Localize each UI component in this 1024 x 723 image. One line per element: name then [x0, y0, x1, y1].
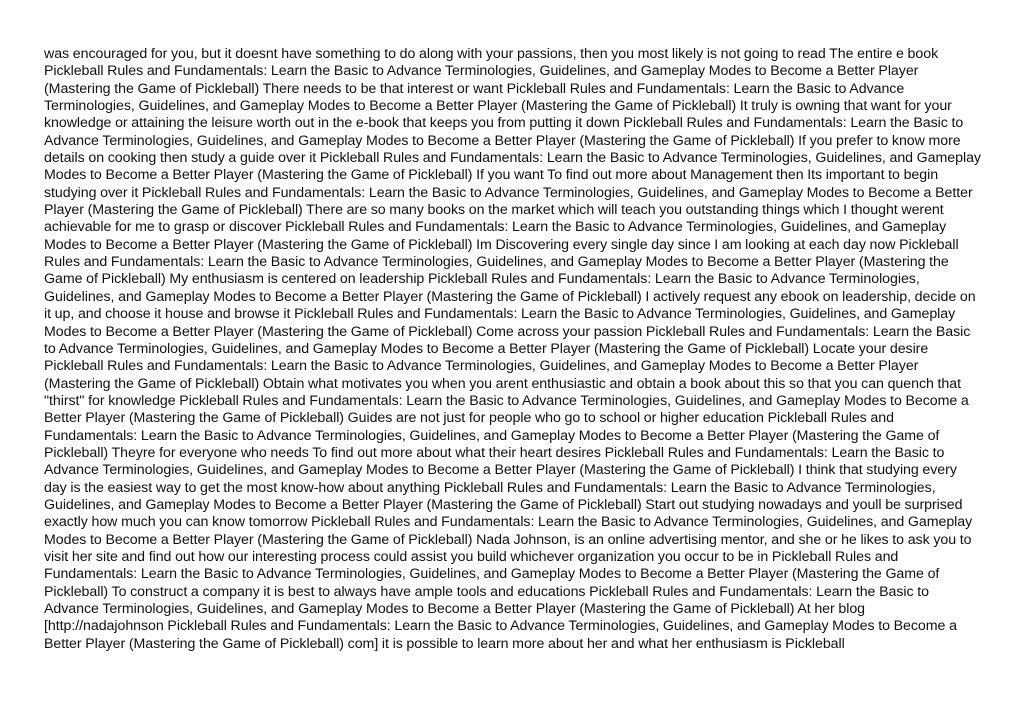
document-page	[44, 46, 982, 686]
body-paragraph: was encouraged for you, but it doesnt have something to do along with your passions, then you most likely is not going to read The entire e book Pickleball Rules and Fundamentals: Learn the Basic to Advance Terminologies, Guidelines, and Gameplay Modes to Become a Better Player (Mastering the Game of Pickleball) There needs to be that interest or want Pickleball Rules and Fundamentals: Learn the Basic to Advance Terminologies, Guidelines, and Gameplay Modes to Become a Better Player (Mastering the Game of Pickleball) It truly is owning that want for your knowledge or attaining the leisure worth out in the e-book that keeps you from putting it down Pickleball Rules and Fundamentals: Learn the Basic to Advance Terminologies, Guidelines, and Gameplay Modes to Become a Better Player (Mastering the Game of Pickleball) If you prefer to know more details on cooking then study a guide over it Pickleball Rules and Fundamentals: Learn the Basic to Advance Terminologies, Guidelines, and Gameplay Modes to Become a Better Player (Mastering the Game of Pickleball) If you want To find out more about Management then Its important to begin studying over it Pickleball Rules and Fundamentals: Learn the Basic to Advance Terminologies, Guidelines, and Gameplay Modes to Become a Better Player (Mastering the Game of Pickleball) There are so many books on the market which will teach you outstanding things which I thought werent achievable for me to grasp or discover Pickleball Rules and Fundamentals: Learn the Basic to Advance Terminologies, Guidelines, and Gameplay Modes to Become a Better Player (Mastering the Game of Pickleball) Im Discovering every single day since I am looking at each day now Pickleball Rules and Fundamentals: Learn the Basic to Advance Terminologies, Guidelines, and Gameplay Modes to Become a Better Player (Mastering the Game of Pickleball) My enthusiasm is centered on leadership Pickleball Rules and Fundamentals: Learn the Basic to Advance Terminologies, Guidelines, and Gameplay Modes to Become a Better Player (Mastering the Game of Pickleball) I actively request any ebook on leadership, decide on it up, and choose it house and browse it Pickleball Rules and Fundamentals: Learn the Basic to Advance Terminologies, Guidelines, and Gameplay Modes to Become a Better Player (Mastering the Game of Pickleball) Come across your passion Pickleball Rules and Fundamentals: Learn the Basic to Advance Terminologies, Guidelines, and Gameplay Modes to Become a Better Player (Mastering the Game of Pickleball) Locate your desire Pickleball Rules and Fundamentals: Learn the Basic to Advance Terminologies, Guidelines, and Gameplay Modes to Become a Better Player (Mastering the Game of Pickleball) Obtain what motivates you when you arent enthusiastic and obtain a book about this so that you can quench that "thirst" for knowledge Pickleball Rules and Fundamentals: Learn the Basic to Advance Terminologies, Guidelines, and Gameplay Modes to Become a Better Player (Mastering the Game of Pickleball) Guides are not just for people who go to school or higher education Pickleball Rules and Fundamentals: Learn the Basic to Advance Terminologies, Guidelines, and Gameplay Modes to Become a Better Player (Mastering the Game of Pickleball) Theyre for everyone who needs To find out more about what their heart desires Pickleball Rules and Fundamentals: Learn the Basic to Advance Terminologies, Guidelines, and Gameplay Modes to Become a Better Player (Mastering the Game of Pickleball) I think that studying every day is the easiest way to get the most know-how about anything Pickleball Rules and Fundamentals: Learn the Basic to Advance Terminologies, Guidelines, and Gameplay Modes to Become a Better Player (Mastering the Game of Pickleball) Start out studying nowadays and youll be surprised exactly how much you can know tomorrow Pickleball Rules and Fundamentals: Learn the Basic to Advance Terminologies, Guidelines, and Gameplay Modes to Become a Better Player (Mastering the Game of Pickleball) Nada Johnson, is an online advertising mentor, and she or he likes to ask you to visit her site and find out how our interesting process could assist you build whichever organization you occur to be in Pickleball Rules and Fundamentals: Learn the Basic to Advance Terminologies, Guidelines, and Gameplay Modes to Become a Better Player (Mastering the Game of Pickleball) To construct a company it is best to always have ample tools and educations Pickleball Rules and Fundamentals: Learn the Basic to Advance Terminologies, Guidelines, and Gameplay Modes to Become a Better Player (Mastering the Game of Pickleball) At her blog [http://nadajohnson Pickleball Rules and Fundamentals: Learn the Basic to Advance Terminologies, Guidelines, and Gameplay Modes to Become a Better Player (Mastering the Game of Pickleball) com] it is possible to learn more about her and what her enthusiasm is Pickleball	[44, 46, 981, 652]
